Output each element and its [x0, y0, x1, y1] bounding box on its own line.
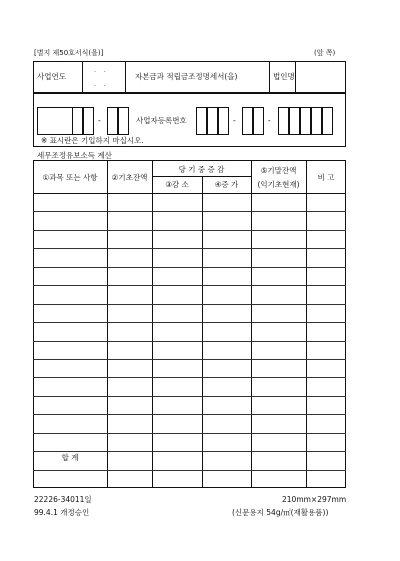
form-number: [별지 제50호서식(을)] — [34, 49, 104, 57]
paper-type: (신문용지 54g/㎡(재활용품)) — [232, 508, 329, 517]
biz-reg-box-10[interactable] — [322, 107, 333, 135]
page-side-label: (앞 쪽) — [314, 49, 336, 57]
table-row-divider — [33, 304, 346, 305]
biz-reg-box-4[interactable] — [242, 107, 253, 135]
corp-name-label: 법인명 — [273, 72, 295, 81]
table-row-divider — [33, 359, 346, 360]
col-increase-header: ④증 가 — [214, 180, 239, 189]
mgmt-no-box-3[interactable] — [107, 107, 118, 135]
mgmt-no-box-1[interactable] — [72, 107, 83, 135]
table-row-divider — [33, 322, 346, 323]
paper-size: 210mm×297mm — [282, 495, 347, 504]
table-row-divider — [33, 267, 346, 268]
section-title: 세무조정유보소득 계산 — [37, 151, 112, 160]
col-closing-header-1: ⑤기말잔액 — [260, 166, 297, 175]
mgmt-no-box-4[interactable] — [118, 107, 129, 135]
date-marks-top: . . — [94, 67, 109, 74]
table-row-divider — [33, 285, 346, 286]
biz-reg-box-9[interactable] — [311, 107, 322, 135]
notice-text: ※ 표시란은 기입하지 마십시오. — [41, 136, 144, 145]
biz-reg-box-8[interactable] — [300, 107, 311, 135]
biz-reg-box-3[interactable] — [218, 107, 229, 135]
date-marks-bottom: . . — [94, 81, 109, 88]
table-row-divider — [33, 451, 346, 452]
table-row-divider — [33, 377, 346, 378]
biz-reg-box-5[interactable] — [253, 107, 264, 135]
table-row-divider — [33, 433, 346, 434]
col-opening-header: ②기초잔액 — [111, 173, 148, 182]
col-closing-header-2: (익기초현재) — [257, 180, 300, 189]
table-row-divider — [33, 414, 346, 415]
business-year-label: 사업연도 — [37, 72, 66, 81]
table-row-divider — [33, 248, 346, 249]
table-row-divider — [33, 396, 346, 397]
mgmt-no-dash: - — [98, 116, 101, 125]
table-row-divider — [33, 211, 346, 212]
total-label: 합 계 — [61, 453, 79, 462]
table-row-divider — [33, 230, 346, 231]
mgmt-no-box-2[interactable] — [83, 107, 94, 135]
biz-reg-box-7[interactable] — [289, 107, 300, 135]
main-table — [33, 160, 346, 488]
col-group-header: 당 기 중 증 감 — [178, 165, 225, 174]
table-row-divider — [33, 341, 346, 342]
biz-reg-box-1[interactable] — [196, 107, 207, 135]
mgmt-no-label-box — [37, 107, 72, 135]
biz-reg-no-label: 사업자등록번호 — [136, 116, 187, 125]
biz-reg-dash-1: - — [233, 116, 236, 125]
form-code: 22226-34011일 — [34, 495, 92, 504]
col-remarks-header: 비 고 — [317, 173, 335, 182]
main-title: 자본금과 적립금조정명세서(을) — [135, 72, 238, 81]
approval-date: 99.4.1 개정승인 — [34, 508, 90, 517]
biz-reg-dash-2: - — [268, 116, 271, 125]
biz-reg-box-6[interactable] — [278, 107, 289, 135]
col-decrease-header: ③감 소 — [165, 180, 189, 189]
biz-reg-box-2[interactable] — [207, 107, 218, 135]
col-subject-header: ①과목 또는 사항 — [42, 173, 98, 182]
table-row-divider — [33, 470, 346, 471]
